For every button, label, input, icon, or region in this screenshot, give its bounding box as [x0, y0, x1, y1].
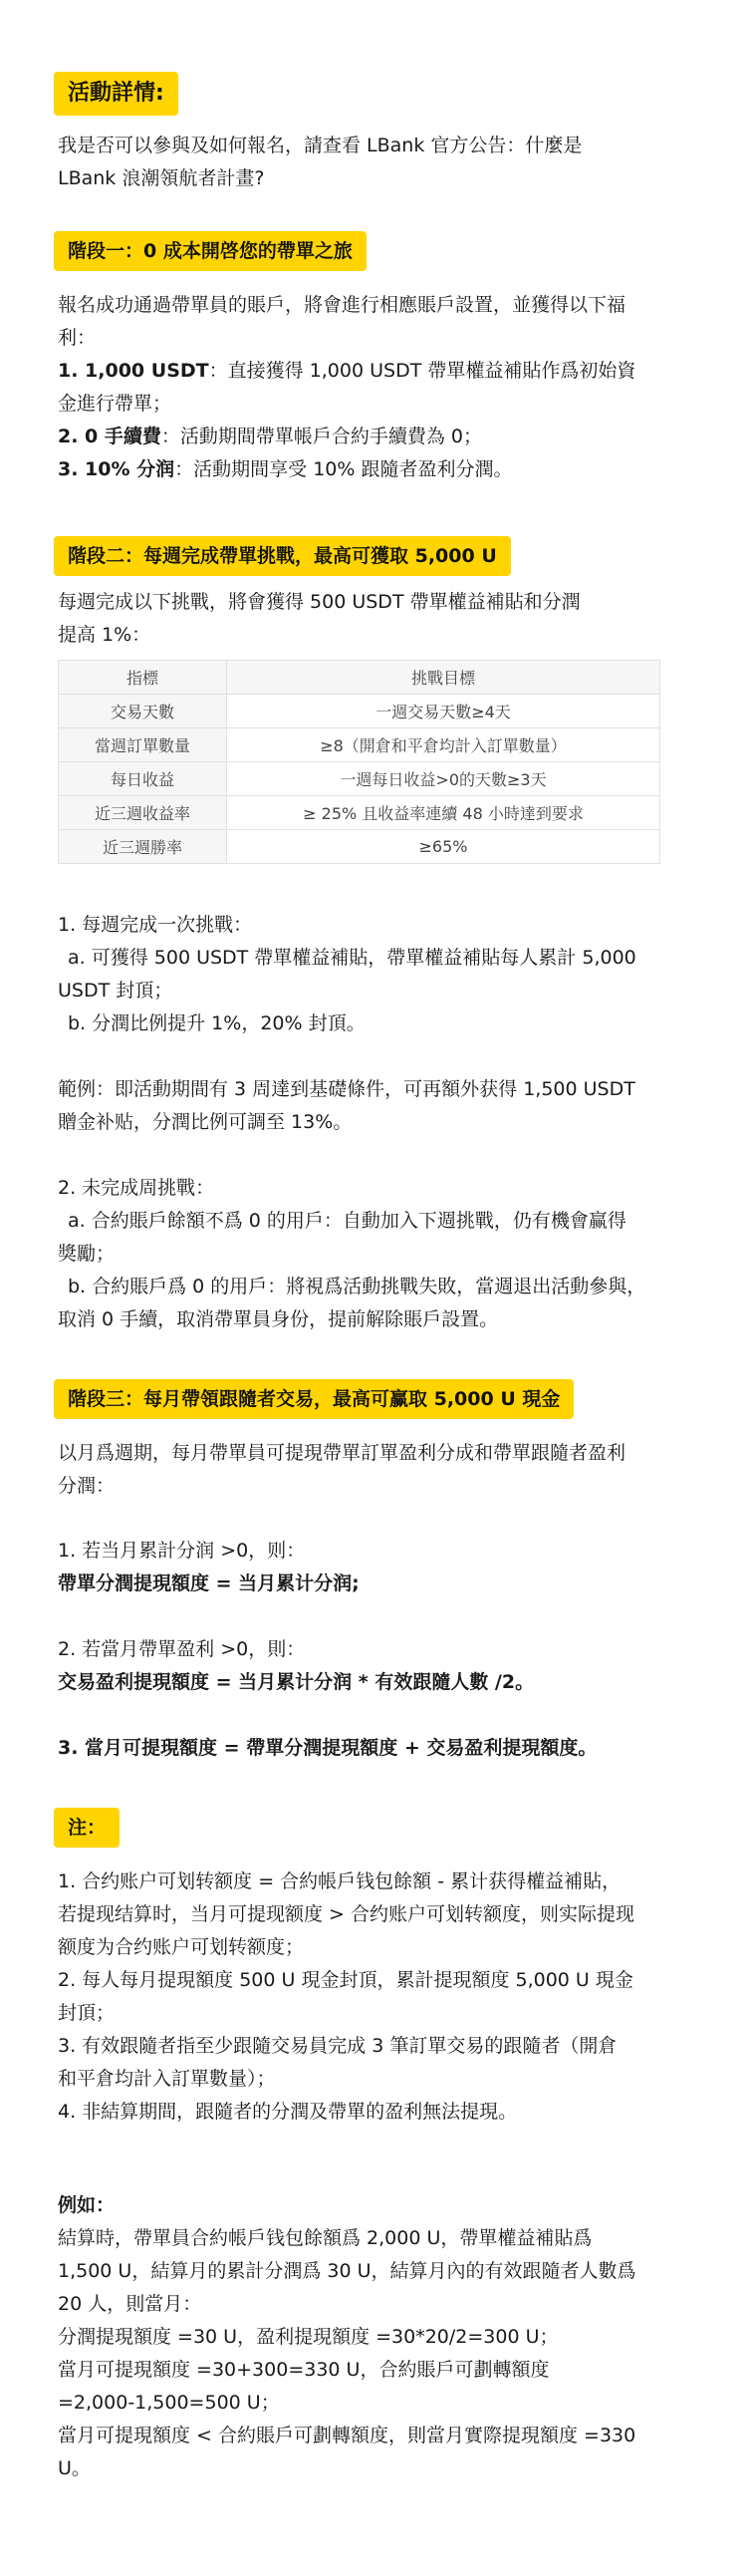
stage3-intro-line: 分潤： — [58, 1475, 116, 1497]
example-body — [58, 2189, 705, 2485]
intro-line: 我是否可以參與及如何報名，請查看 LBank 官方公告：什麼是 — [58, 135, 583, 156]
notes-line: 1. 合约账户可划转额度 = 合約帳戶钱包餘額 - 累计获得權益補貼， — [58, 1870, 622, 1892]
table-row — [59, 796, 660, 830]
table-row — [59, 728, 660, 762]
stage3-cond1: 1. 若当月累計分润 >0，则： — [58, 1540, 306, 1562]
activity-details-heading: 活動詳情: — [54, 72, 178, 116]
notes-line: 额度为合约账户可划转额度； — [58, 1936, 305, 1958]
stage2-complete — [58, 909, 705, 1040]
notes-line: 3. 有效跟隨者指至少跟隨交易員完成 3 筆訂單交易的跟隨者（開倉 — [58, 2035, 618, 2057]
table-cell: ≥ 25% 且收益率連續 48 小時達到要求 — [227, 796, 660, 830]
table-cell: 近三週勝率 — [59, 830, 227, 864]
table-header-row — [59, 661, 660, 695]
table-cell: 一週交易天數≥4天 — [227, 695, 660, 728]
stage1-body — [58, 289, 705, 486]
table-cell: ≥8（開倉和平倉均計入訂單數量） — [227, 728, 660, 762]
table-cell: 每日收益 — [59, 762, 227, 796]
stage2-intro-line: 提高 1%： — [58, 624, 151, 646]
stage1-item — [58, 453, 705, 486]
example-line: U。 — [58, 2457, 91, 2479]
stage2-complete-line: b. 分潤比例提升 1%，20% 封頂。 — [68, 1012, 366, 1034]
stage2-example-line: 贈金补贴，分潤比例可調至 13%。 — [58, 1111, 353, 1133]
stage3-cond1-block — [58, 1535, 705, 1600]
stage3-formula3: 3. 當月可提現額度 = 帶單分潤提現額度 + 交易盈利提現額度。 — [58, 1737, 598, 1759]
stage2-complete-line: a. 可獲得 500 USDT 帶單權益補貼，帶單權益補貼每人累計 5,000 — [68, 947, 636, 969]
stage2-incomplete-line: 取消 0 手續，取消帶單員身份，提前解除賬戶設置。 — [58, 1308, 499, 1330]
example-line: 分潤提現額度 =30 U，盈利提現額度 =30*20/2=300 U； — [58, 2326, 559, 2348]
table-cell: 近三週收益率 — [59, 796, 227, 830]
stage3-cond2-block — [58, 1633, 705, 1699]
stage1-item-text: ：活動期間享受 10% 跟隨者盈利分潤。 — [174, 458, 513, 480]
stage3-cond2: 2. 若當月帶單盈利 >0，則： — [58, 1638, 306, 1660]
table-cell: 交易天數 — [59, 695, 227, 728]
stage1-item-bold: 2. 0 手續費 — [58, 426, 161, 447]
stage3-formula1: 帶單分潤提現額度 = 当月累计分润; — [58, 1573, 360, 1594]
stage2-example — [58, 1073, 705, 1139]
stage3-heading: 階段三：每月帶領跟隨者交易，最高可赢取 5,000 U 現金 — [54, 1379, 574, 1419]
table-header-cell: 指標 — [59, 661, 227, 695]
example-line: 1,500 U，結算月的累計分潤爲 30 U，結算月內的有效跟隨者人數爲 — [58, 2260, 636, 2282]
stage1-item-bold: 1. 1,000 USDT — [58, 360, 209, 382]
notes-line: 和平倉均計入訂單數量）； — [58, 2068, 276, 2090]
stage2-intro-line: 每週完成以下挑戰，將會獲得 500 USDT 帶單權益補貼和分潤 — [58, 591, 581, 613]
stage3-formula3-block — [58, 1732, 705, 1765]
table-cell: ≥65% — [227, 830, 660, 864]
stage2-heading: 階段二：每週完成帶單挑戰，最高可獲取 5,000 U — [54, 536, 511, 576]
table-row — [59, 830, 660, 864]
stage2-incomplete — [58, 1172, 705, 1336]
stage1-item-text: ：直接獲得 1,000 USDT 帶單權益補貼作爲初始資 — [208, 360, 636, 382]
stage1-intro-line: 利： — [58, 327, 97, 349]
stage1-intro-line: 報名成功通過帶單員的賬戶，將會進行相應賬戶設置，並獲得以下福 — [58, 294, 626, 316]
example-line: =2,000-1,500=500 U； — [58, 2392, 280, 2414]
table-header-cell: 挑戰目標 — [227, 661, 660, 695]
example-line: 20 人，則當月： — [58, 2293, 202, 2315]
table-row — [59, 762, 660, 796]
table-cell: 一週每日收益>0的天數≥3天 — [227, 762, 660, 796]
stage2-intro — [58, 586, 705, 652]
stage2-incomplete-line: a. 合約賬戶餘額不爲 0 的用戶：自動加入下週挑戰，仍有機會赢得 — [68, 1210, 626, 1232]
stage1-item — [58, 355, 705, 388]
notes-line: 2. 每人每月提現額度 500 U 現金封頂，累計提現額度 5,000 U 現金 — [58, 1969, 633, 1991]
stage1-heading: 階段一：0 成本開啓您的帶單之旅 — [54, 231, 367, 271]
stage1-item-text: 金進行帶單； — [58, 393, 172, 415]
stage3-intro — [58, 1437, 705, 1503]
example-line: 結算時，帶單員合約帳戶钱包餘額爲 2,000 U，帶單權益補貼爲 — [58, 2227, 593, 2249]
challenge-table — [58, 660, 660, 864]
stage2-incomplete-line: 2. 未完成周挑戰： — [58, 1177, 215, 1199]
stage3-formula2: 交易盈利提現額度 = 当月累计分润 * 有效跟隨人數 /2。 — [58, 1671, 535, 1693]
table-cell: 當週訂單數量 — [59, 728, 227, 762]
stage2-example-line: 範例：即活動期間有 3 周達到基礎條件，可再額外获得 1,500 USDT — [58, 1078, 635, 1100]
stage2-complete-line: USDT 封頂； — [58, 980, 173, 1002]
example-line: 當月可提現額度 < 合約賬戶可劃轉額度，則當月實際提現額度 =330 — [58, 2425, 636, 2446]
stage1-item — [58, 421, 705, 453]
notes-line: 若提现结算时，当月可提现额度 > 合约账户可划转额度，则实际提现 — [58, 1903, 635, 1925]
notes-body — [58, 1865, 705, 2129]
stage2-incomplete-line: b. 合約賬戶爲 0 的用戶：將視爲活動挑戰失敗，當週退出活動參與， — [68, 1276, 646, 1297]
notes-line: 4. 非結算期間，跟隨者的分潤及帶單的盈利無法提現。 — [58, 2101, 518, 2123]
stage1-item-text: ：活動期間帶單帳戶合約手續費為 0； — [160, 426, 483, 447]
example-line: 當月可提現額度 =30+300=330 U，合約賬戶可劃轉額度 — [58, 2359, 550, 2381]
stage1-item — [58, 388, 705, 421]
activity-details-intro — [58, 130, 705, 195]
example-heading: 例如： — [58, 2194, 116, 2216]
stage3-intro-line: 以月爲週期，每月帶單員可提現帶單訂單盈利分成和帶單跟隨者盈利 — [58, 1442, 626, 1464]
stage2-complete-line: 1. 每週完成一次挑戰： — [58, 914, 253, 936]
stage2-incomplete-line: 獎勵； — [58, 1243, 116, 1265]
intro-line: LBank 浪潮領航者計畫? — [58, 167, 265, 189]
stage1-item-bold: 3. 10% 分润 — [58, 458, 175, 480]
table-row — [59, 695, 660, 728]
notes-line: 封頂； — [58, 2002, 116, 2024]
notes-heading: 注： — [54, 1808, 120, 1848]
